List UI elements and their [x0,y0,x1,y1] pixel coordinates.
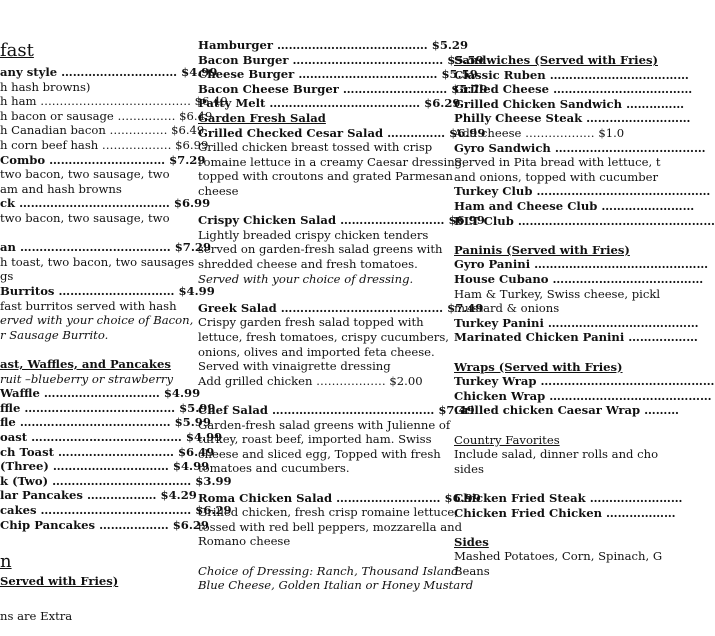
menu-line: Turkey Club ……………………………………… [454,184,711,199]
menu-line: Roma Chicken Salad ……………………… $6.99 [198,490,481,505]
menu-line: Patty Melt ………………………………… $6.29 [198,96,461,111]
menu-line: h corn beef hash ……………… $6.99 [0,138,209,152]
menu-line: cakes ………………………………… $6.29 [0,503,232,517]
menu-line: served on garden-fresh salad greens with [198,242,443,257]
menu-line: Grilled chicken breast tossed with crisp [198,140,433,155]
menu-line: Chicken Wrap …………………………………… [454,388,712,403]
menu-line: Include salad, dinner rolls and cho [454,447,659,462]
menu-line: Served in Pita bread with lettuce, t [454,155,661,170]
menu-line: Garden-fresh salad greens with Julienne of [198,417,451,432]
menu-line: Grilled Chicken Sandwich …………… [454,96,685,111]
menu-line: Crispy garden fresh salad topped with [198,315,424,330]
menu-line: gs [0,269,14,284]
menu-line: Greek Salad …………………………………… $7.49 [198,300,484,315]
menu-line: h ham ………………………………… $6.49 [0,94,228,109]
menu-line: h Canadian bacon …………… $6.49 [0,123,205,138]
menu-line: turkey, roast beef, imported ham. Swiss [198,432,432,447]
menu-line: ruit –blueberry or strawberry [0,371,174,386]
menu-line: Chicken Fried Steak …………………… [454,491,683,505]
menu-line: Cheese Burger ……………………………… $5.59 [198,67,478,82]
menu-line: h toast, two bacon, two sausages [0,254,195,269]
menu-line: topped with croutons and grated Parmesan [198,169,454,184]
menu-line: Romano cheese [198,534,291,549]
menu-line: Grilled Checked Cesar Salad …………… $6.99 [198,125,486,140]
menu-line: Served with vinaigrette dressing [198,359,391,374]
menu-line: Sides [454,534,489,549]
lunch-served-with-fries: Served with Fries) [0,574,119,588]
menu-line: Hamburger ………………………………… $5.29 [198,38,469,52]
menu-line: Paninis (Served with Fries) [454,242,630,257]
menu-line: Wraps (Served with Fries) [454,359,623,374]
menu-line: two bacon, two sausage, two [0,211,170,225]
menu-line: h bacon or sausage …………… $6.49 [0,108,213,123]
menu-line: onions, olives and imported feta cheese. [198,344,435,359]
menu-line: Turkey Wrap ……………………………………… [454,374,715,389]
menu-line: lar Pancakes ……………… $4.29 [0,488,197,503]
menu-line: k (Two) ……………………………… $3.99 [0,473,232,488]
menu-line: romaine lettuce in a creamy Caesar dressing, [198,154,466,169]
menu-line: Grilled chicken Caesar Wrap ……… [454,403,679,418]
menu-line: Turkey Panini ………………………………… [454,315,699,330]
menu-line: Grilled chicken, fresh crisp romaine lettuce, [198,505,458,520]
menu-line: Mashed Potatoes, Corn, Spinach, G [454,549,663,564]
menu-line: Waffle ………………………… $4.99 [0,386,201,401]
menu-line: Burritos ………………………… $4.99 [0,284,215,298]
menu-line: BLT Club …………………………………………… [454,213,715,228]
menu-line: tomatoes and cucumbers. [198,461,350,476]
menu-line: Gyro Panini ……………………………………… [454,257,709,272]
menu-line: ck ………………………………… $6.99 [0,196,211,211]
menu-line: Blue Cheese, Golden Italian or Honey Mustard [198,578,474,593]
breakfast-title: fast [0,40,34,61]
lunch-title: n [0,551,12,572]
menu-line: Bacon Burger ………………………………… $5.59 [198,52,484,67]
menu-line: ast, Waffles, and Pancakes [0,357,171,371]
menu-line: shredded cheese and fresh tomatoes. [198,257,418,271]
menu-line: Gyro Sandwich ………………………………… [454,140,706,155]
menu-line: Country Favorites [454,432,560,447]
menu-line: Sandwiches (Served with Fries) [454,53,658,67]
menu-line: oast ………………………………… $4.99 [0,430,223,444]
menu-line: Chef Salad …………………………………… $7.49 [198,403,475,417]
menu-line: Chicken Fried Chicken ……………… [454,505,676,520]
menu-line: an ………………………………… $7.29 [0,240,212,255]
menu-line: tossed with red bell peppers, mozzarella and [198,519,463,534]
menu-line: Classic Ruben ……………………………… [454,67,689,82]
menu-line: Lightly breaded crispy chicken tenders [198,227,429,242]
menu-line: and onions, topped with cucumber [454,169,659,184]
menu-line: Served with your choice of dressing. [198,271,414,286]
menu-line: cheese [198,184,239,198]
menu-line: Beans [454,564,490,578]
menu-line: mustard & onions [454,301,560,316]
menu-line: (Three) ………………………… $4.99 [0,459,210,474]
menu-line: Marinated Chicken Panini ……………… [454,330,698,345]
menu-line: r Sausage Burrito. [0,327,109,342]
menu-line: Garden Fresh Salad [198,111,326,125]
menu-line: Ham & Turkey, Swiss cheese, pickl [454,286,661,301]
menu-line: Crispy Chicken Salad ……………………… $6.99 [198,213,485,228]
menu-line: Combo ………………………… $7.29 [0,152,206,167]
menu-line: cheese and sliced egg, Topped with fresh [198,446,441,461]
menu-line: ffle ………………………………… $5.99 [0,400,216,415]
extra-note: ns are Extra [0,609,73,623]
menu-line: lettuce, fresh tomatoes, crispy cucumbers, [198,330,449,344]
menu-line: House Cubano ………………………………… [454,272,704,286]
menu-line: Add grilled chicken ……………… $2.00 [198,373,423,388]
sandwiches-column [454,0,715,636]
menu-line: two bacon, two sausage, two [0,167,170,182]
menu-line: erved with your choice of Bacon, [0,313,194,328]
menu-line: Choice of Dressing: Ranch, Thousand Island [198,563,459,578]
menu-line: am and hash browns [0,181,122,196]
menu-line: any style ………………………… $4.99 [0,65,218,79]
menu-line: sides [454,461,484,476]
menu-line: Philly Cheese Steak ……………………… [454,111,691,126]
menu-line: Add cheese ……………… $1.0 [454,126,625,140]
menu-line: ch Toast ………………………… $6.49 [0,444,215,459]
menu-line: fast burritos served with hash [0,298,177,313]
menu-line: Ham and Cheese Club …………………… [454,199,695,213]
menu-line: Grilled Cheese ……………………………… [454,82,693,97]
menu-line: Chip Pancakes ……………… $6.29 [0,517,209,532]
menu-line: fle ………………………………… $5.99 [0,415,211,430]
menu-line: h hash browns) [0,79,91,94]
menu-line: Bacon Cheese Burger ……………………… $5.79 [198,81,488,96]
